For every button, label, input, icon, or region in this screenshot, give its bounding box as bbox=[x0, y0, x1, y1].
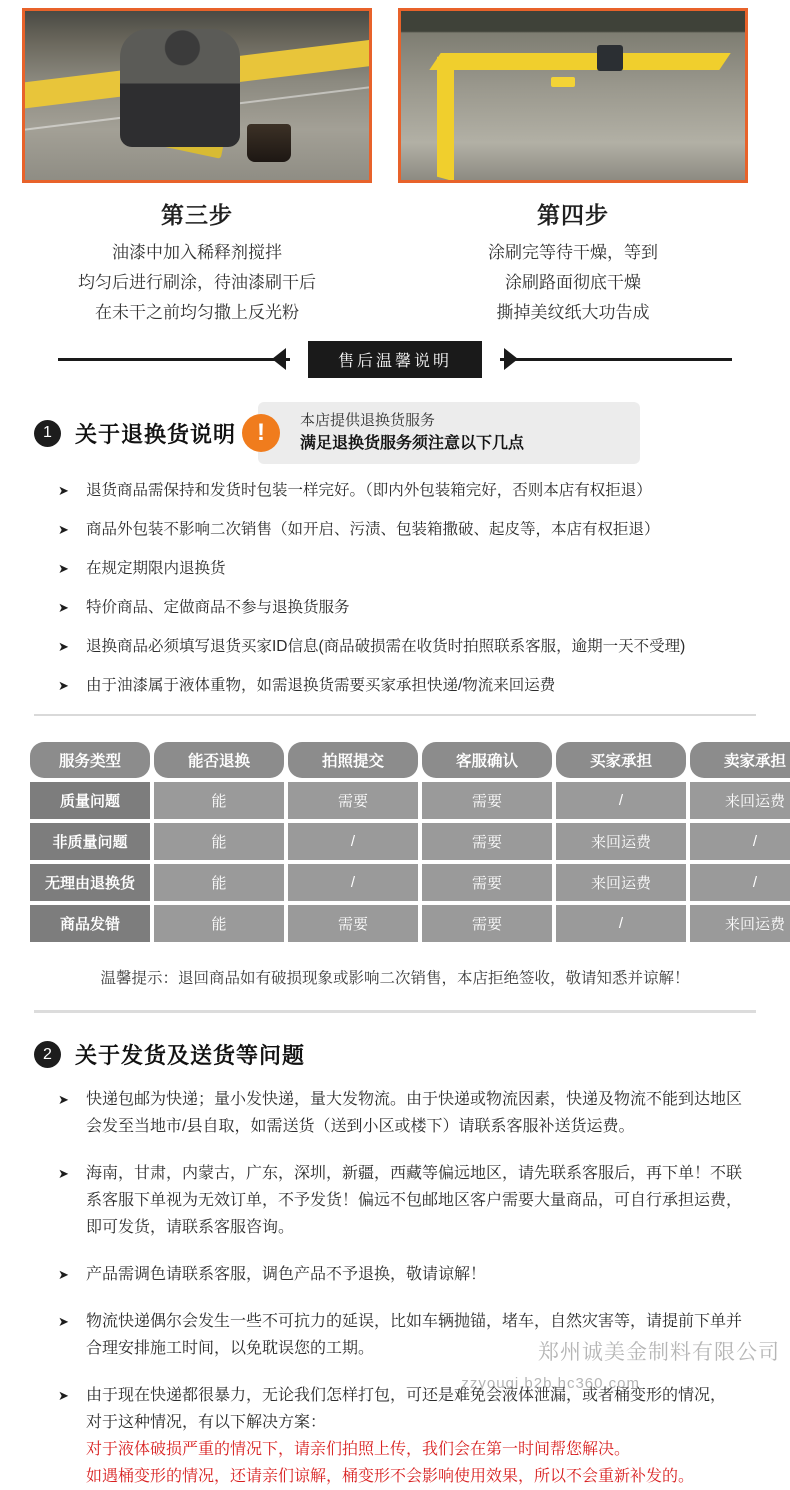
section2-number-badge: 2 bbox=[34, 1041, 61, 1068]
ribbon-label: 售后温馨说明 bbox=[308, 341, 482, 378]
list-item: ➤ 商品外包装不影响二次销售（如开启、污渍、包装箱撒破、起皮等，本店有权拒退） bbox=[58, 519, 756, 540]
notice-box bbox=[258, 402, 640, 464]
table-cell: / bbox=[288, 823, 418, 860]
steps-section bbox=[0, 0, 790, 328]
column-header: 能否退换 bbox=[154, 742, 284, 778]
step-line: 在未干之前均匀撒上反光粉 bbox=[95, 303, 299, 322]
table-row bbox=[30, 823, 790, 860]
section1-heading-row bbox=[34, 402, 756, 464]
column-header: 服务类型 bbox=[30, 742, 150, 778]
watermark-company: 郑州诚美金制料有限公司 bbox=[538, 1341, 780, 1364]
list-item: ➤ 在规定期限内退换货 bbox=[58, 558, 756, 579]
damage-line-1: ➤ 由于现在快递都很暴力，无论我们怎样打包，可还是难免会液体泄漏，或者桶变形的情况， bbox=[86, 1387, 727, 1404]
list-item-damage bbox=[58, 1382, 756, 1490]
step-title: 第三步 bbox=[161, 202, 233, 228]
watermark-url: zzyouqi.b2b.hc360.com bbox=[461, 1375, 640, 1392]
step-line: 涂刷完等待干燥，等到 bbox=[488, 243, 658, 262]
table-cell: / bbox=[690, 823, 790, 860]
list-item: ➤ 特价商品、定做商品不参与退换货服务 bbox=[58, 597, 756, 618]
column-header: 拍照提交 bbox=[288, 742, 418, 778]
yellow-chip-shape bbox=[551, 77, 575, 87]
section1-number-badge: 1 bbox=[34, 420, 61, 447]
notice-line-2: 满足退换货服务须注意以下几点 bbox=[300, 435, 525, 452]
service-table bbox=[26, 738, 790, 946]
table-row bbox=[30, 864, 790, 901]
step-description bbox=[78, 238, 316, 328]
table-cell: 来回运费 bbox=[556, 864, 686, 901]
table-cell: 来回运费 bbox=[690, 905, 790, 942]
table-cell: / bbox=[556, 782, 686, 819]
notice-line-1: 本店提供退换货服务 bbox=[300, 412, 436, 429]
table-cell: 需要 bbox=[422, 823, 552, 860]
paint-roller-shape bbox=[136, 127, 223, 159]
list-item: ➤ 物流快递偶尔会发生一些不可抗力的延误，比如车辆抛锚，堵车，自然灾害等，请提前下单并合理安排施工时间，以免耽误您的工期。 bbox=[58, 1308, 756, 1362]
table-cell: 需要 bbox=[288, 782, 418, 819]
step4-photo bbox=[398, 8, 748, 183]
step-line: 撕掉美纹纸大功告成 bbox=[496, 303, 650, 322]
ribbon-bar-right bbox=[500, 358, 732, 361]
list-item: ➤ 海南，甘肃，内蒙古，广东，深圳，新疆，西藏等偏远地区，请先联系客服后，再下单！不联系客服下单视为无效订单，不予发货！偏远不包邮地区客户需要大量商品，可自行承担运费，即可发货，请联系客服咨询。 bbox=[58, 1160, 756, 1241]
table-cell: 来回运费 bbox=[690, 782, 790, 819]
section2-heading-row bbox=[34, 1039, 756, 1070]
row-header: 非质量问题 bbox=[30, 823, 150, 860]
table-cell: / bbox=[288, 864, 418, 901]
column-header: 买家承担 bbox=[556, 742, 686, 778]
table-cell: 需要 bbox=[422, 905, 552, 942]
table-cell: 需要 bbox=[422, 782, 552, 819]
step-line: 涂刷路面彻底干燥 bbox=[505, 273, 641, 292]
section2-title: 关于发货及送货等问题 bbox=[75, 1043, 306, 1068]
damage-red-line-2: 如遇桶变形的情况，还请亲们谅解，桶变形不会影响使用效果，所以不会重新补发的。 bbox=[86, 1468, 695, 1485]
ribbon-bar-left bbox=[58, 358, 290, 361]
table-header-row bbox=[30, 742, 790, 778]
table-cell: 需要 bbox=[422, 864, 552, 901]
damage-line-2: 对于这种情况，有以下解决方案： bbox=[86, 1414, 327, 1431]
column-header: 卖家承担 bbox=[690, 742, 790, 778]
list-item: ➤ 退货商品需保持和发货时包装一样完好。（即内外包装箱完好，否则本店有权拒退） bbox=[58, 480, 756, 501]
step-line: 均匀后进行刷涂，待油漆刷干后 bbox=[78, 273, 316, 292]
shipping-section bbox=[0, 1039, 790, 1490]
row-header: 质量问题 bbox=[30, 782, 150, 819]
table-tip: 温馨提示：退回商品如有破损现象或影响二次销售，本店拒绝签收，敬请知悉并谅解！ bbox=[100, 970, 690, 987]
list-item: ➤ 快递包邮为快递；量小发快递，量大发物流。由于快递或物流因素，快递及物流不能到达地区会发至当地市/县自取，如需送货（送到小区或楼下）请联系客服补送货运费。 bbox=[58, 1086, 756, 1140]
list-item: ➤ 退换商品必须填写退货买家ID信息(商品破损需在收货时拍照联系客服，逾期一天不受理) bbox=[58, 636, 756, 657]
row-header: 商品发错 bbox=[30, 905, 150, 942]
table-cell: 能 bbox=[154, 823, 284, 860]
damage-red-line-1: 对于液体破损严重的情况下，请亲们拍照上传，我们会在第一时间帮您解决。 bbox=[86, 1441, 631, 1458]
step-description bbox=[488, 238, 658, 328]
step-card bbox=[398, 8, 748, 328]
ribbon-arrow-right-icon bbox=[504, 348, 518, 370]
divider bbox=[34, 1010, 756, 1013]
step-title: 第四步 bbox=[537, 202, 609, 228]
step3-photo bbox=[22, 8, 372, 183]
table-cell: 需要 bbox=[288, 905, 418, 942]
list-item: ➤ 产品需调色请联系客服，调色产品不予退换，敬请谅解！ bbox=[58, 1261, 756, 1288]
paint-tin-shape bbox=[597, 45, 623, 71]
table-cell: 能 bbox=[154, 864, 284, 901]
list-item: ➤ 由于油漆属于液体重物，如需退换货需要买家承担快递/物流来回运费 bbox=[58, 675, 756, 696]
return-policy-section bbox=[0, 402, 790, 696]
step-card bbox=[22, 8, 372, 328]
ribbon-arrow-left-icon bbox=[272, 348, 286, 370]
step-line: 油漆中加入稀释剂搅拌 bbox=[112, 243, 282, 262]
service-table-wrap bbox=[0, 716, 790, 988]
table-cell: 能 bbox=[154, 905, 284, 942]
table-row bbox=[30, 782, 790, 819]
column-header: 客服确认 bbox=[422, 742, 552, 778]
row-header: 无理由退换货 bbox=[30, 864, 150, 901]
exclamation-icon: ! bbox=[242, 414, 280, 452]
table-cell: 来回运费 bbox=[556, 823, 686, 860]
table-row bbox=[30, 905, 790, 942]
section1-title: 关于退换货说明 bbox=[75, 421, 237, 447]
table-cell: / bbox=[690, 864, 790, 901]
shipping-list bbox=[34, 1086, 756, 1490]
table-cell: / bbox=[556, 905, 686, 942]
table-cell: 能 bbox=[154, 782, 284, 819]
paint-bucket-shape bbox=[247, 124, 291, 162]
return-policy-list bbox=[34, 480, 756, 696]
section-ribbon bbox=[0, 342, 790, 376]
